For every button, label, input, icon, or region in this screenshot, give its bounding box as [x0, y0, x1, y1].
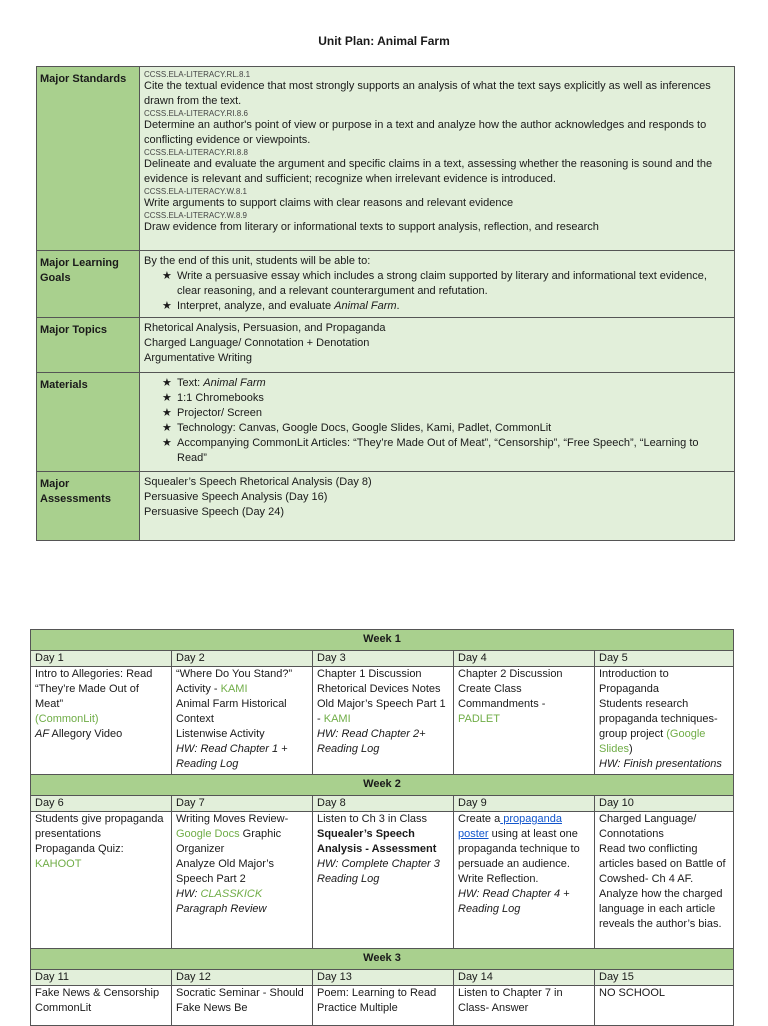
- classkick-link[interactable]: CLASSKICK: [200, 888, 263, 900]
- material-item: ★ Projector/ Screen: [162, 407, 262, 419]
- day-label: Day 5: [595, 651, 734, 667]
- goal-text: Interpret, analyze, and evaluate Animal Farm.: [177, 300, 400, 312]
- goal-text: Write a persuasive essay which includes a strong claim supported by literary and informational text evidence, clear reasoning, and a relevant counterargument and refutation.: [177, 270, 707, 297]
- kami-link[interactable]: KAMI: [323, 713, 351, 725]
- kami-link[interactable]: KAMI: [220, 683, 248, 695]
- star-bullet-icon: ★: [162, 300, 172, 312]
- goals-intro: By the end of this unit, students will be able to:: [144, 255, 371, 267]
- learning-goals-row: [37, 251, 735, 318]
- material-item: ★ Accompanying CommonLit Articles: “They’re Made Out of Meat”, “Censorship”, “Free Speech”, “Learning to Read”: [162, 437, 699, 464]
- day-2-cell: “Where Do You Stand?” Activity - KAMI Animal Farm Historical Context Listenwise Activity HW: Read Chapter 1 + Reading Log: [172, 667, 313, 775]
- star-bullet-icon: ★: [162, 437, 172, 449]
- day-label-row: [31, 970, 734, 986]
- day-7-cell: Writing Moves Review- Google Docs Graphic Organizer Analyze Old Major’s Speech Part 2 HW: CLASSKICK Paragraph Review: [172, 812, 313, 949]
- page-title: Unit Plan: Animal Farm: [318, 34, 450, 48]
- day-content-row: [31, 667, 734, 775]
- goal-item: [162, 269, 730, 299]
- material-item: ★ Technology: Canvas, Google Docs, Google Slides, Kami, Padlet, CommonLit: [162, 422, 552, 434]
- day-label: Day 9: [454, 796, 595, 812]
- standard-text: Draw evidence from literary or informational texts to support analysis, reflection, and research: [144, 221, 599, 233]
- standards-cell: [140, 67, 735, 251]
- week-header-row: [31, 630, 734, 651]
- day-6-cell: Students give propaganda presentations Propaganda Quiz: KAHOOT: [31, 812, 172, 949]
- materials-cell: [140, 373, 735, 472]
- day-5-cell: Introduction to Propaganda Students research propaganda techniques- group project (Google Slides) HW: Finish presentations: [595, 667, 734, 775]
- day-content-row: [31, 986, 734, 1026]
- star-bullet-icon: ★: [162, 377, 172, 389]
- day-label: Day 15: [595, 970, 734, 986]
- week-header-row: [31, 949, 734, 970]
- commonlit-link[interactable]: (CommonLit): [35, 713, 99, 725]
- standard-text: Write arguments to support claims with clear reasons and relevant evidence: [144, 197, 514, 209]
- day-label: Day 10: [595, 796, 734, 812]
- day-10-cell: Charged Language/ Connotations Read two conflicting articles based on Battle of Cowshed- Ch 4 AF. Analyze how the charged language in each article reveals the author’s bias.: [595, 812, 734, 949]
- day-label: Day 12: [172, 970, 313, 986]
- day-label: Day 11: [31, 970, 172, 986]
- day-8-cell: Listen to Ch 3 in Class Squealer’s Speech Analysis - Assessment HW: Complete Chapter 3 Reading Log: [313, 812, 454, 949]
- standard-code: CCSS.ELA-LITERACY.RI.8.8: [144, 148, 248, 157]
- materials-row: [37, 373, 735, 472]
- day-label: Day 2: [172, 651, 313, 667]
- assessment-item: Persuasive Speech Analysis (Day 16): [144, 491, 328, 503]
- padlet-link[interactable]: PADLET: [458, 713, 500, 725]
- star-bullet-icon: ★: [162, 270, 172, 282]
- kahoot-link[interactable]: KAHOOT: [35, 858, 82, 870]
- unit-overview-table: [36, 66, 735, 541]
- standards-label: Major Standards: [37, 67, 140, 251]
- materials-label: Materials: [37, 373, 140, 472]
- day-3-cell: Chapter 1 Discussion Rhetorical Devices Notes Old Major’s Speech Part 1 - KAMI HW: Read Chapter 2+ Reading Log: [313, 667, 454, 775]
- assessment-item: Squealer’s Speech Rhetorical Analysis (Day 8): [144, 476, 372, 488]
- day-4-cell: Chapter 2 Discussion Create Class Commandments - PADLET: [454, 667, 595, 775]
- day-label: Day 7: [172, 796, 313, 812]
- day-content-row: [31, 812, 734, 949]
- google-docs-link[interactable]: Google Docs: [176, 828, 240, 840]
- standard-text: Determine an author's point of view or purpose in a text and analyze how the author acknowledges and responds to conflicting evidence or viewpoints.: [144, 119, 707, 146]
- day-14-cell: Listen to Chapter 7 in Class- Answer: [454, 986, 595, 1026]
- learning-goals-cell: [140, 251, 735, 318]
- day-label: Day 6: [31, 796, 172, 812]
- day-label: Day 14: [454, 970, 595, 986]
- day-label: Day 4: [454, 651, 595, 667]
- day-label: Day 13: [313, 970, 454, 986]
- topic-item: Charged Language/ Connotation + Denotation: [144, 337, 370, 349]
- standard-code: CCSS.ELA-LITERACY.W.8.9: [144, 211, 247, 220]
- topics-row: [37, 318, 735, 373]
- week-2-header: Week 2: [31, 775, 734, 796]
- standard-code: CCSS.ELA-LITERACY.W.8.1: [144, 187, 247, 196]
- star-bullet-icon: ★: [162, 422, 172, 434]
- propaganda-poster-link[interactable]: propaganda poster: [458, 813, 562, 840]
- week-1-header: Week 1: [31, 630, 734, 651]
- day-1-cell: Intro to Allegories: Read “They’re Made Out of Meat” (CommonLit) AF Allegory Video: [31, 667, 172, 775]
- standard-code: CCSS.ELA-LITERACY.RL.8.1: [144, 70, 251, 79]
- topic-item: Rhetorical Analysis, Persuasion, and Propaganda: [144, 322, 386, 334]
- google-slides-link[interactable]: (Google Slides: [599, 728, 706, 755]
- goal-item: [162, 299, 730, 314]
- day-label-row: [31, 651, 734, 667]
- material-item: ★ Text: Animal Farm: [162, 377, 266, 389]
- week-3-header: Week 3: [31, 949, 734, 970]
- day-label-row: [31, 796, 734, 812]
- day-9-cell: Create a propaganda poster using at least one propaganda technique to persuade an audience. Write Reflection. HW: Read Chapter 4 + Reading Log: [454, 812, 595, 949]
- topic-item: Argumentative Writing: [144, 352, 253, 364]
- material-item: ★ 1:1 Chromebooks: [162, 392, 264, 404]
- standard-code: CCSS.ELA-LITERACY.RI.8.6: [144, 109, 248, 118]
- star-bullet-icon: ★: [162, 392, 172, 404]
- day-15-cell: NO SCHOOL: [595, 986, 734, 1026]
- standards-row: [37, 67, 735, 251]
- topics-cell: [140, 318, 735, 373]
- day-13-cell: Poem: Learning to Read Practice Multiple: [313, 986, 454, 1026]
- day-11-cell: Fake News & Censorship CommonLit: [31, 986, 172, 1026]
- assessments-cell: [140, 472, 735, 541]
- standard-text: Delineate and evaluate the argument and specific claims in a text, assessing whether the reasoning is sound and the evidence is relevant and sufficient; recognize when irrelevant evidence is introduced.: [144, 158, 713, 185]
- day-label: Day 3: [313, 651, 454, 667]
- topics-label: Major Topics: [37, 318, 140, 373]
- assessment-item: Persuasive Speech (Day 24): [144, 506, 285, 518]
- weekly-schedule-table: [30, 629, 734, 1026]
- day-12-cell: Socratic Seminar - Should Fake News Be: [172, 986, 313, 1026]
- learning-goals-label: Major Learning Goals: [37, 251, 140, 318]
- standard-text: Cite the textual evidence that most strongly supports an analysis of what the text says explicitly as well as inferences drawn from the text.: [144, 80, 711, 107]
- star-bullet-icon: ★: [162, 407, 172, 419]
- assessments-row: [37, 472, 735, 541]
- assessments-label: Major Assessments: [37, 472, 140, 541]
- week-header-row: [31, 775, 734, 796]
- day-label: Day 1: [31, 651, 172, 667]
- day-label: Day 8: [313, 796, 454, 812]
